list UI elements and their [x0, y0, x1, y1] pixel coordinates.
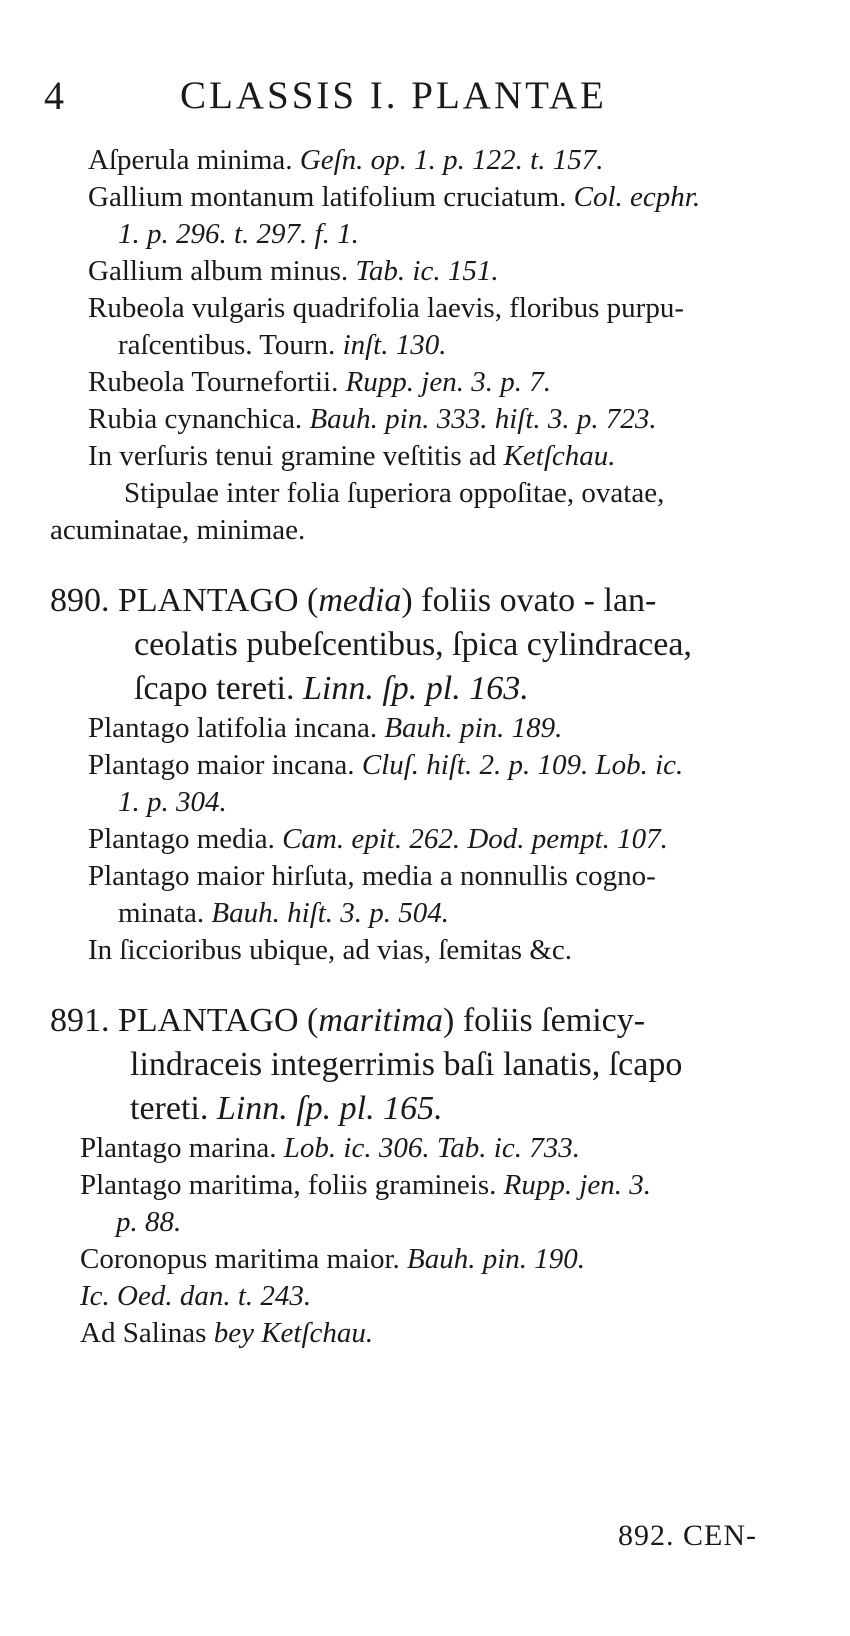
entry-heading-line — [50, 1000, 645, 1042]
roman-text: lindraceis integerrimis baſi lanatis, ſcapo — [130, 1046, 683, 1083]
italic-text: Cluſ. hiſt. 2. p. 109. Lob. ic. — [361, 749, 684, 781]
roman-text: ) foliis ovato - lan- — [401, 582, 657, 619]
text-line — [88, 290, 684, 326]
roman-text: Aſperula minima. — [88, 144, 300, 176]
text-line — [118, 784, 227, 820]
text-line — [88, 858, 656, 894]
italic-text: Rupp. jen. 3. p. 7. — [345, 366, 551, 398]
text-line — [88, 364, 551, 400]
page-header — [40, 72, 800, 120]
roman-text: minata. — [118, 897, 212, 929]
roman-text: Rubeola vulgaris quadrifolia laevis, floribus purpu- — [88, 292, 684, 324]
italic-text: Ic. Oed. dan. t. 243. — [80, 1280, 312, 1312]
italic-text: Linn. ſp. pl. 165. — [216, 1090, 443, 1127]
text-line — [88, 821, 668, 857]
text-line — [88, 710, 562, 746]
italic-text: Cam. epit. 262. Dod. pempt. 107. — [282, 823, 668, 855]
text-line — [80, 1315, 373, 1351]
italic-text: inſt. 130. — [342, 329, 447, 361]
entry-heading-line — [130, 1044, 682, 1086]
roman-text: ſcapo tereti. — [134, 670, 303, 707]
page-number: 4 — [44, 73, 64, 118]
roman-text: Plantago marina. — [80, 1132, 284, 1164]
text-line — [88, 253, 499, 289]
italic-text: Linn. ſp. pl. 163. — [302, 670, 529, 707]
text-line — [116, 1204, 181, 1240]
italic-text: Rupp. jen. 3. — [503, 1169, 652, 1201]
italic-text: 1. p. 296. t. 297. f. 1. — [118, 218, 359, 250]
running-title: CLASSIS I. PLANTAE — [180, 74, 607, 117]
italic-text: Tab. ic. 151. — [355, 255, 499, 287]
text-line — [118, 327, 446, 363]
text-line — [88, 438, 616, 474]
roman-text: Coronopus maritima maior. — [80, 1243, 408, 1275]
entry-heading-line — [130, 1088, 443, 1130]
italic-text: Col. ecphr. — [573, 181, 701, 213]
text-line — [124, 475, 664, 511]
text-line — [88, 142, 604, 178]
italic-text: maritima — [318, 1002, 444, 1039]
roman-text: Gallium montanum latifolium cruciatum. — [88, 181, 574, 213]
italic-text: p. 88. — [116, 1206, 182, 1238]
text-line — [118, 216, 359, 252]
italic-text: Bauh. hiſt. 3. p. 504. — [211, 897, 450, 929]
roman-text: In ſiccioribus ubique, ad vias, ſemitas &c. — [88, 934, 573, 966]
roman-text: Plantago maior hirſuta, media a nonnullis cogno- — [88, 860, 656, 892]
roman-text: Ad Salinas — [80, 1317, 214, 1349]
roman-text: Plantago maritima, foliis gramineis. — [80, 1169, 504, 1201]
text-line — [80, 1130, 580, 1166]
entry-heading-line — [134, 624, 692, 666]
italic-text: media — [318, 582, 402, 619]
entry-heading-line — [50, 580, 656, 622]
italic-text: 1. p. 304. — [118, 786, 227, 818]
italic-text: Ketſchau. — [503, 440, 616, 472]
text-line — [88, 747, 683, 783]
roman-text: Stipulae inter folia ſuperiora oppoſitae, ovatae, — [124, 477, 665, 509]
italic-text: Lob. ic. 306. Tab. ic. 733. — [283, 1132, 580, 1164]
roman-text: tereti. — [130, 1090, 217, 1127]
roman-text: Rubeola Tournefortii. — [88, 366, 346, 398]
italic-text: Bauh. pin. 333. hiſt. 3. p. 723. — [309, 403, 657, 435]
roman-text: Plantago media. — [88, 823, 283, 855]
text-line — [80, 1241, 585, 1277]
roman-text: acuminatae, minimae. — [50, 514, 306, 546]
roman-text: ceolatis pubeſcentibus, ſpica cylindracea, — [134, 626, 692, 663]
text-line — [80, 1278, 311, 1314]
roman-text: Plantago latifolia incana. — [88, 712, 385, 744]
roman-text: Gallium album minus. — [88, 255, 356, 287]
text-line — [88, 932, 572, 968]
italic-text: Geſn. op. 1. p. 122. t. 157. — [299, 144, 604, 176]
catchword: 892. CEN- — [618, 1519, 757, 1552]
roman-text: ) foliis ſemicy- — [443, 1002, 646, 1039]
roman-text: 891. PLANTAGO ( — [50, 1002, 319, 1039]
roman-text: In verſuris tenui gramine veſtitis ad — [88, 440, 504, 472]
roman-text: raſcentibus. Tourn. — [118, 329, 343, 361]
text-line — [118, 895, 449, 931]
text-line — [88, 401, 657, 437]
text-line — [80, 1167, 651, 1203]
text-line — [88, 179, 700, 215]
text-line — [50, 512, 305, 548]
roman-text: Plantago maior incana. — [88, 749, 362, 781]
italic-text: Bauh. pin. 189. — [384, 712, 563, 744]
entry-heading-line — [134, 668, 529, 710]
roman-text: 890. PLANTAGO ( — [50, 582, 319, 619]
roman-text: Rubia cynanchica. — [88, 403, 310, 435]
italic-text: bey Ketſchau. — [213, 1317, 374, 1349]
italic-text: Bauh. pin. 190. — [407, 1243, 586, 1275]
